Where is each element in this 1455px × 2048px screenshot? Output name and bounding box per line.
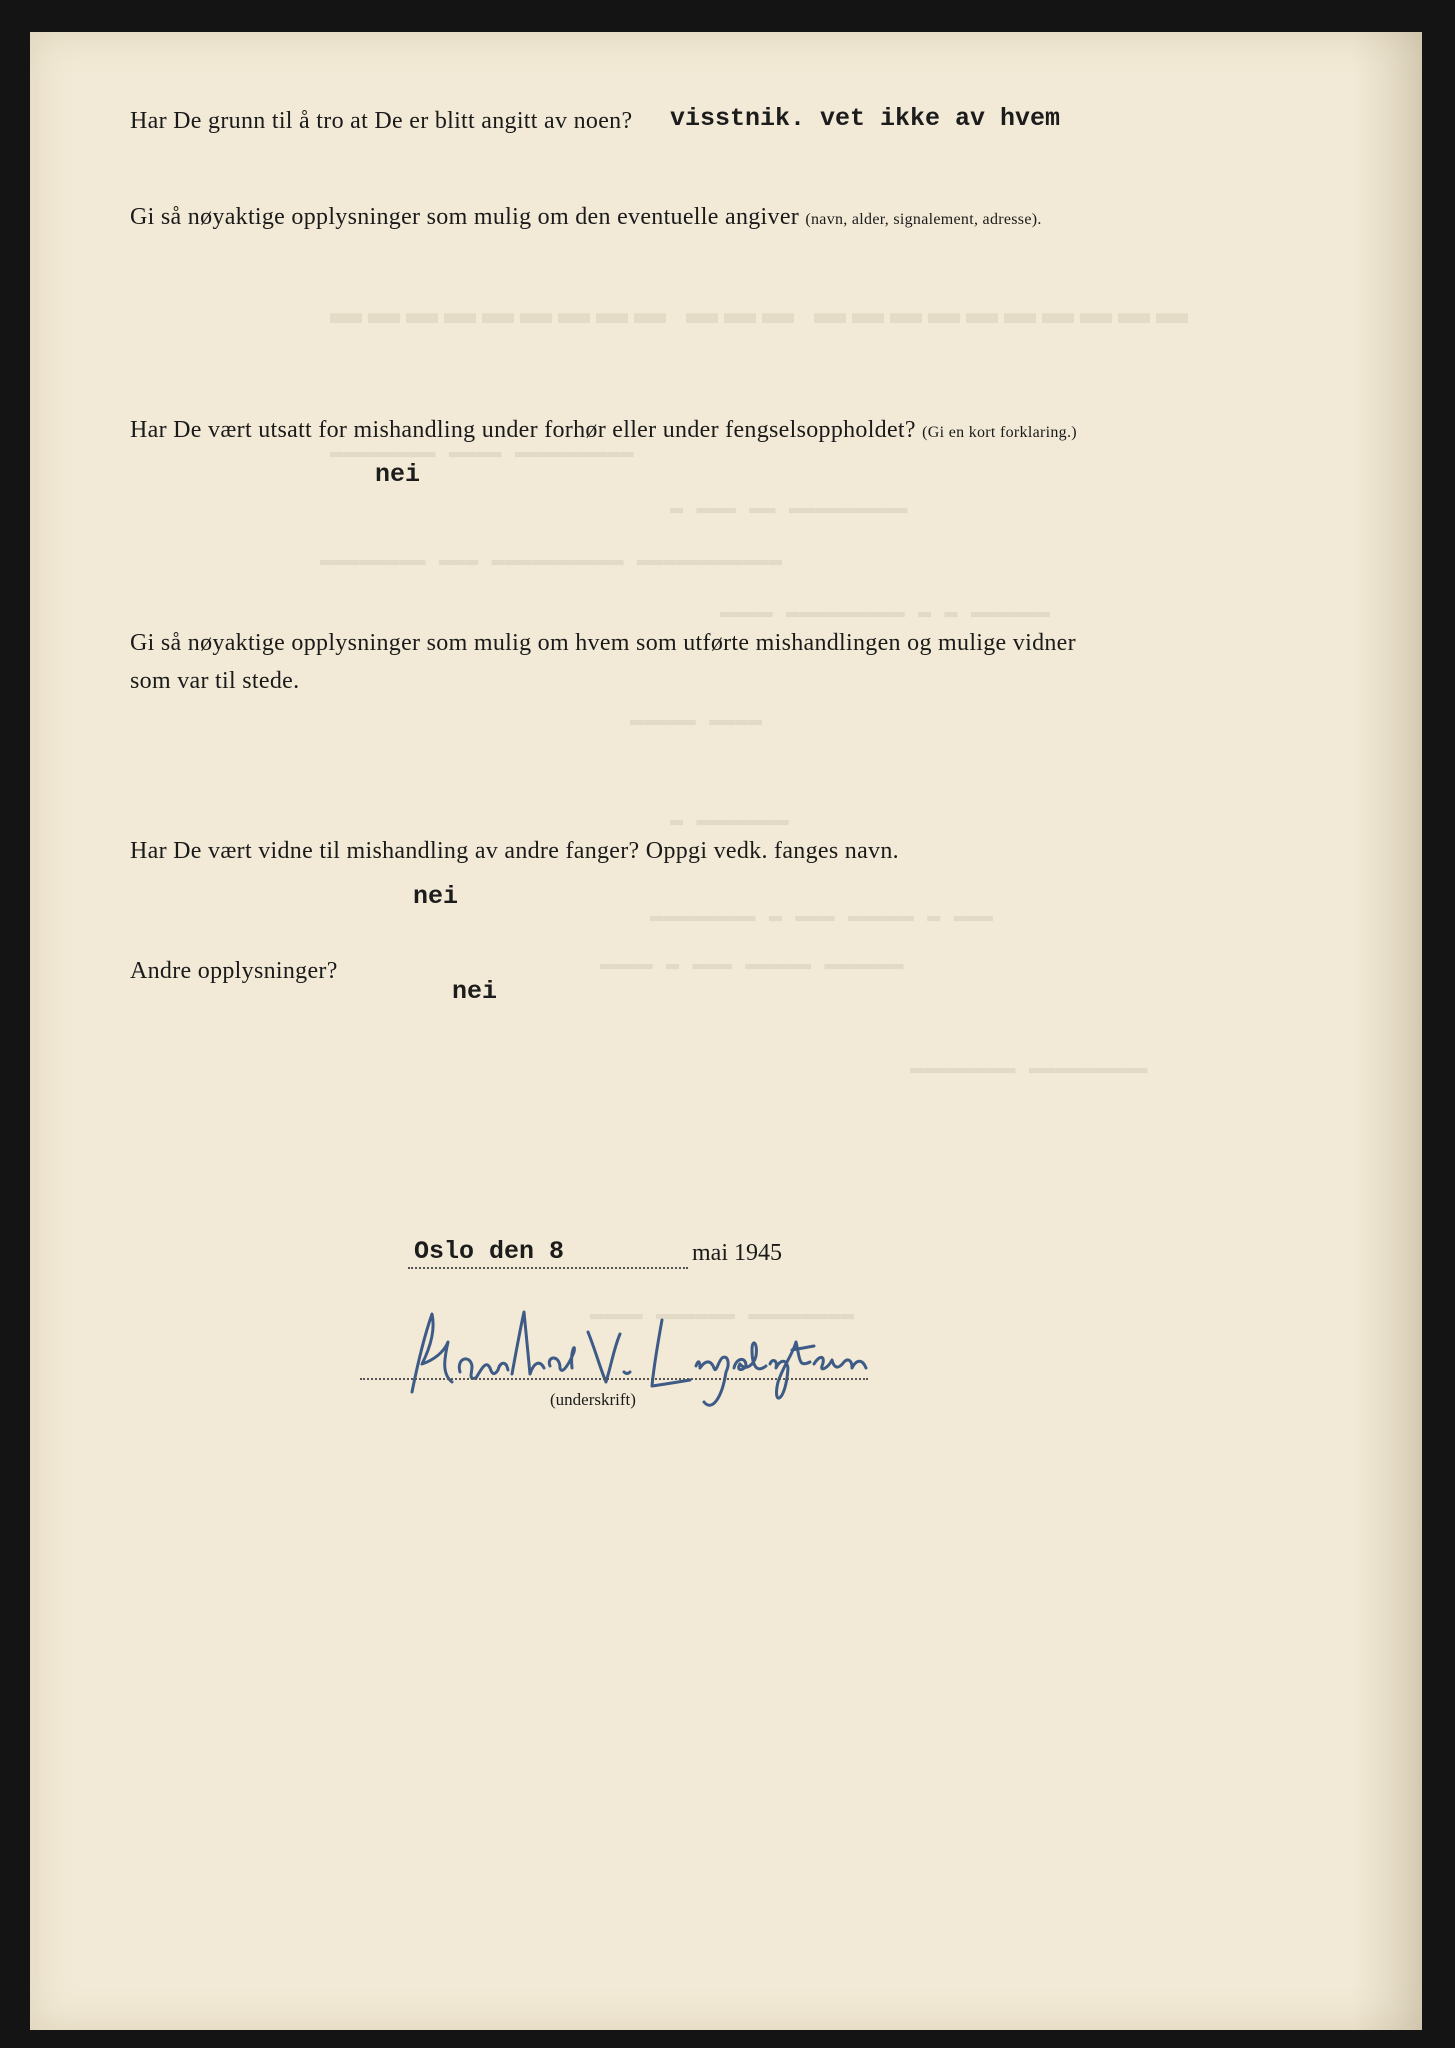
question-perpetrators-line2: som var til stede. — [130, 668, 300, 694]
bleed-through-line: ▬ ▬▬▬▬▬▬▬ — [670, 808, 789, 833]
signature-label: (underskrift) — [550, 1390, 636, 1409]
answer-mistreatment: nei — [375, 460, 421, 489]
answer-informer: visstnik. vet ikke av hvem — [670, 104, 1061, 133]
question-other-info: Andre opplysninger? — [130, 958, 338, 984]
signature-dotted-line — [360, 1378, 868, 1380]
bleed-through-title: ▬▬▬▬▬▬▬▬▬ ▬▬▬ ▬▬▬▬▬▬▬▬▬▬ — [330, 294, 1194, 330]
bleed-through-line: ▬▬▬▬▬▬▬▬ ▬ ▬▬▬ ▬▬▬▬▬ ▬ ▬▬▬ — [650, 904, 994, 929]
answer-other-info: nei — [452, 977, 498, 1006]
answer-witness: nei — [413, 882, 459, 911]
question-informer-details-main: Gi så nøyaktige opplysninger som mulig om den eventuelle angiver — [130, 204, 800, 230]
handwritten-signature — [400, 1302, 880, 1412]
question-mistreatment-main: Har De vært utsatt for mishandling under forhør eller under fengselsoppholdet? — [130, 417, 916, 443]
bleed-through-line: ▬▬▬▬▬▬▬▬ ▬▬▬ ▬▬▬▬▬▬▬▬▬▬ ▬▬▬▬▬▬▬▬▬▬▬ — [320, 548, 783, 573]
page-edge-shadow — [1352, 32, 1422, 2030]
question-mistreatment-note: (Gi en kort forklaring.) — [922, 424, 1077, 441]
bleed-through-line: ▬▬▬▬ ▬ ▬▬▬ ▬▬▬▬▬ ▬▬▬▬▬▬ — [600, 952, 904, 977]
question-perpetrators-line1: Gi så nøyaktige opplysninger som mulig om hvem som utførte mishandlingen og mulige vidner — [130, 630, 1076, 656]
bleed-through-line: ▬▬▬▬▬▬▬▬ ▬▬▬▬▬▬▬▬▬ — [910, 1056, 1148, 1081]
question-informer: Har De grunn til å tro at De er blitt angitt av noen? — [130, 108, 633, 134]
bleed-through-line: ▬▬▬▬ ▬▬▬▬▬▬ ▬▬▬▬▬▬▬▬ — [590, 1302, 855, 1327]
document-page — [30, 32, 1422, 2030]
month-year: mai 1945 — [692, 1240, 782, 1266]
bleed-through-line: ▬ ▬▬▬ ▬▬ ▬▬▬▬▬▬▬▬▬ — [670, 496, 908, 521]
question-witness: Har De vært vidne til mishandling av andre fanger? Oppgi vedk. fanges navn. — [130, 838, 899, 864]
bleed-through-line: ▬▬▬▬▬ ▬▬▬▬ — [630, 708, 763, 733]
question-informer-details — [130, 204, 1042, 231]
bleed-through-line: ▬▬▬▬▬▬▬▬ ▬▬▬▬ ▬▬▬▬▬▬▬▬▬ — [330, 440, 634, 465]
question-informer-details-note: (navn, alder, signalement, adresse). — [805, 211, 1042, 228]
question-mistreatment — [130, 417, 1077, 444]
place-date: Oslo den 8 — [414, 1237, 565, 1266]
bleed-through-line: ▬▬▬▬ ▬▬▬▬▬▬▬▬▬ ▬ ▬ ▬▬▬▬▬▬ — [720, 600, 1051, 625]
question-perpetrators — [130, 624, 1076, 700]
